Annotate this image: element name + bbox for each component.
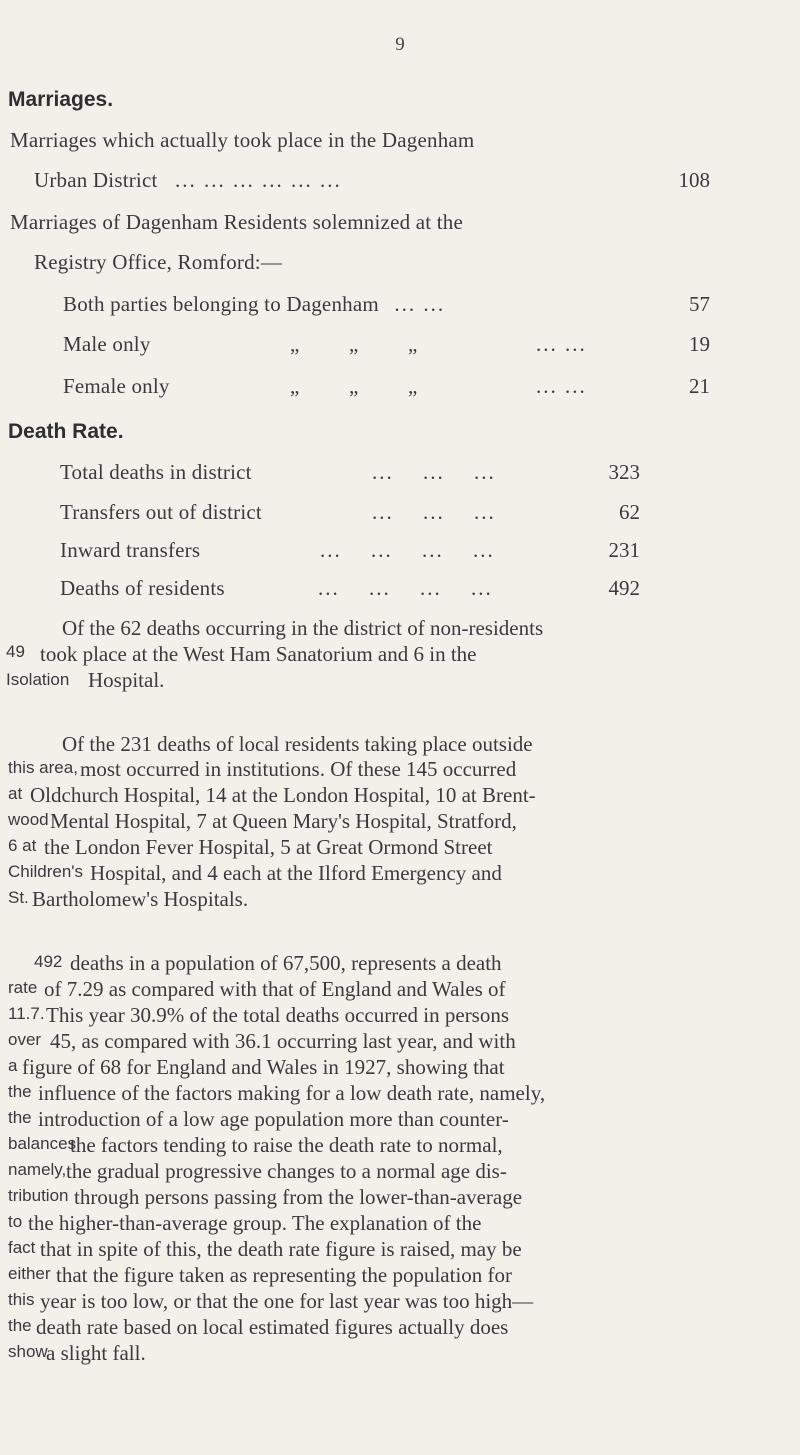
paragraph-line: year is too low, or that the one for last year was too high— (40, 1289, 534, 1313)
paragraph-line: most occurred in institutions. Of these 145 occurred (80, 757, 517, 781)
urban-district-label: Urban District (34, 168, 158, 192)
margin-fragment: 49 (6, 642, 25, 661)
marriages-heading: Marriages. (8, 88, 114, 111)
paragraph-line: a slight fall. (46, 1341, 146, 1365)
paragraph-line: Oldchurch Hospital, 14 at the London Hospital, 10 at Brent- (30, 783, 536, 807)
margin-fragment: a (8, 1056, 18, 1075)
page-number: 9 (395, 34, 405, 55)
death-rate-heading: Death Rate. (8, 420, 124, 443)
death-row-label: Inward transfers (60, 538, 201, 562)
leader-dots: ... ... ... ... (320, 538, 495, 562)
leader-dots: ... ... (536, 374, 587, 398)
margin-fragment: this (8, 1290, 35, 1309)
marriage-row-label: Female only (63, 374, 170, 398)
registry-line-1: Marriages of Dagenham Residents solemnized at the (10, 210, 463, 234)
margin-fragment: 11.7. (8, 1004, 45, 1023)
margin-fragment: balances (8, 1134, 77, 1153)
paragraph-line: the higher-than-average group. The explanation of the (28, 1211, 482, 1235)
marriage-row-label: Male only (63, 332, 151, 356)
marriage-row-both (63, 292, 445, 317)
marriage-row-label: Both parties belonging to Dagenham (63, 292, 379, 316)
paragraph-line: This year 30.9% of the total deaths occurred in persons (46, 1003, 510, 1027)
paragraph-line: influence of the factors making for a low death rate, namely, (38, 1081, 546, 1105)
leader-dots: ... ... (536, 332, 587, 356)
leader-dots: ... ... ... ... (318, 576, 493, 600)
paragraph-line: 45, as compared with 36.1 occurring last year, and with (50, 1029, 516, 1053)
paragraph-line: Mental Hospital, 7 at Queen Mary's Hospital, Stratford, (50, 809, 517, 833)
margin-fragment: the (8, 1316, 32, 1335)
ditto-marks: „ „ „ (290, 374, 418, 398)
paragraph-line: the gradual progressive changes to a normal age dis- (66, 1159, 507, 1183)
death-row-value: 231 (608, 538, 640, 562)
paragraph-line: death rate based on local estimated figures actually does (36, 1315, 509, 1339)
leader-dots: ... ... ... ... ... ... (174, 168, 342, 192)
paragraph-line: Hospital, and 4 each at the Ilford Emergency and (90, 861, 502, 885)
margin-fragment: wood (8, 810, 49, 829)
death-row-label: Total deaths in district (60, 460, 252, 484)
paragraph-line: introduction of a low age population more than counter- (38, 1107, 509, 1131)
paragraph-line: Of the 62 deaths occurring in the district of non-residents (62, 616, 544, 640)
urban-district-line-2 (34, 168, 342, 193)
margin-fragment: Isolation (6, 670, 70, 689)
registry-line-2: Registry Office, Romford:— (34, 250, 283, 274)
marriage-row-value: 57 (689, 292, 710, 316)
margin-fragment: St. (8, 888, 29, 907)
leader-dots: ... ... ... (372, 460, 496, 484)
paragraph-line: through persons passing from the lower-than-average (74, 1185, 523, 1209)
paragraph-line: Of the 231 deaths of local residents taking place outside (62, 732, 533, 756)
margin-fragment: either (8, 1264, 51, 1283)
marriage-row-male (63, 332, 151, 357)
marriage-row-value: 19 (689, 332, 710, 356)
margin-fragment: rate (8, 978, 38, 997)
margin-fragment: this area, (8, 758, 78, 777)
ditto-marks: „ „ „ (290, 332, 418, 356)
margin-fragment: fact (8, 1238, 36, 1257)
death-row-label: Transfers out of district (60, 500, 262, 524)
urban-district-line-1: Marriages which actually took place in the Dagenham (10, 128, 475, 152)
paragraph-line: Bartholomew's Hospitals. (32, 887, 249, 911)
margin-fragment: to (8, 1212, 23, 1231)
margin-fragment: the (8, 1108, 32, 1127)
paragraph-line: of 7.29 as compared with that of England and Wales of (44, 977, 506, 1001)
paragraph-line: took place at the West Ham Sanatorium and 6 in the (40, 642, 477, 666)
death-row-value: 62 (619, 500, 640, 524)
paragraph-line: figure of 68 for England and Wales in 1927, showing that (22, 1055, 505, 1079)
marriage-row-female (63, 374, 170, 399)
death-row-value: 323 (608, 460, 640, 484)
death-row-value: 492 (608, 576, 640, 600)
margin-fragment: tribution (8, 1186, 69, 1205)
death-row-label: Deaths of residents (60, 576, 225, 600)
margin-fragment: namely, (8, 1160, 67, 1179)
paragraph-line: deaths in a population of 67,500, represents a death (70, 951, 502, 975)
margin-fragment: 6 at (8, 836, 37, 855)
margin-fragment: the (8, 1082, 32, 1101)
leader-dots: ... ... ... (372, 500, 496, 524)
paragraph-line: that the figure taken as representing the population for (56, 1263, 513, 1287)
margin-fragment: 492 (34, 952, 63, 971)
paragraph-line: the London Fever Hospital, 5 at Great Ormond Street (44, 835, 493, 859)
urban-district-value: 108 (678, 168, 710, 192)
paragraph-line: that in spite of this, the death rate figure is raised, may be (40, 1237, 522, 1261)
leader-dots: ... ... (394, 292, 446, 316)
margin-fragment: at (8, 784, 23, 803)
margin-fragment: Children's (8, 862, 84, 881)
marriage-row-value: 21 (689, 374, 710, 398)
margin-fragment: show (8, 1342, 48, 1361)
margin-fragment: over (8, 1030, 42, 1049)
paragraph-line: the factors tending to raise the death rate to normal, (70, 1133, 503, 1157)
paragraph-line: Hospital. (88, 668, 165, 692)
